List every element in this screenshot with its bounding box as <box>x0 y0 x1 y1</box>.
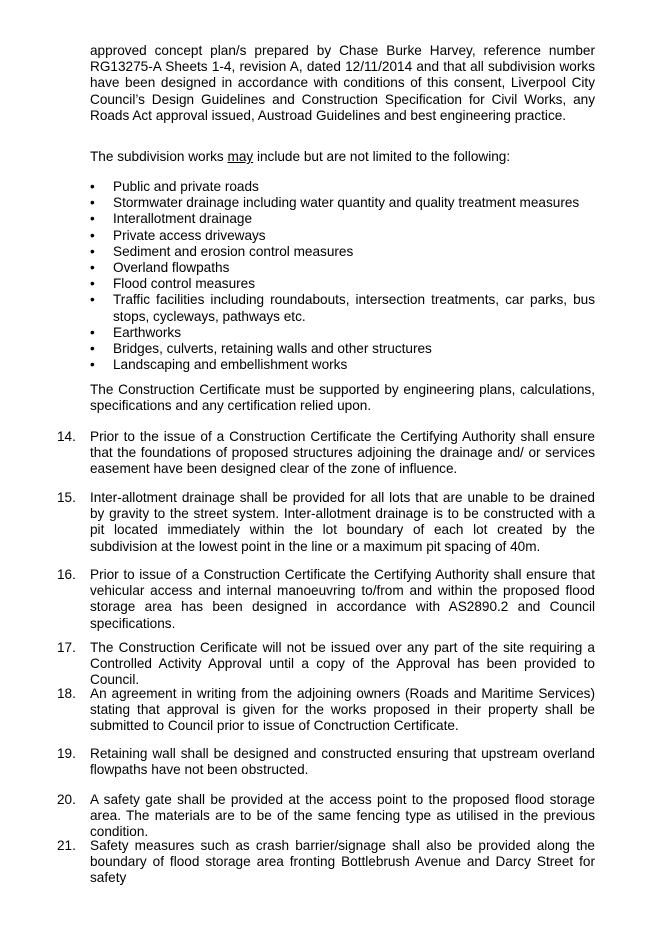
condition-number: 17. <box>57 640 76 655</box>
subdivision-works-list <box>90 179 595 373</box>
list-item <box>90 325 595 341</box>
condition-text: Prior to the issue of a Construction Certificate the Certifying Authority shall ensure that the foundations of proposed structures adjoining the drainage and/ or services easement have been designed clear of the zone of influence. <box>90 429 595 477</box>
list-item <box>90 195 595 211</box>
condition-text: Prior to issue of a Construction Certificate the Certifying Authority shall ensure that vehicular access and internal manoeuvring to/from and within the proposed flood storage area has been designed in accordance with AS2890.2 and Council specifications. <box>90 567 595 631</box>
bullet-icon: • <box>90 243 95 259</box>
lead-text-emphasis: may <box>227 149 254 164</box>
condition-text: A safety gate shall be provided at the access point to the proposed flood storage area. The materials are to be of the same fencing type as utilised in the previous condition. <box>90 792 595 840</box>
bullet-icon: • <box>90 357 95 373</box>
list-item-text: Public and private roads <box>113 179 259 194</box>
condition-text: Inter-allotment drainage shall be provided for all lots that are unable to be drained by gravity to the street system. Inter-allotment drainage is to be constructed with a pit located immediately within the lot boundary of each lot created by the subdivision at the lowest point in the line or a maximum pit spacing of 40m. <box>90 490 595 554</box>
list-item-text: Sediment and erosion control measures <box>113 243 354 259</box>
list-item <box>90 341 595 357</box>
subdivision-works-lead <box>90 149 595 165</box>
list-item-text: Interallotment drainage <box>113 211 253 227</box>
list-item-text: Traffic facilities including roundabouts, intersection treatments, car parks, bus stops, cycleways, pathways etc. <box>113 292 595 324</box>
bullet-icon: • <box>90 211 95 227</box>
construction-certificate-paragraph: The Construction Certificate must be supported by engineering plans, calculations, specifications and any certification relied upon. <box>90 382 595 414</box>
list-item-text: Private access driveways <box>113 227 266 243</box>
list-item-text: Bridges, culverts, retaining walls and other structures <box>113 341 432 357</box>
list-item <box>90 276 595 292</box>
bullet-icon: • <box>90 341 95 357</box>
list-item-text: Landscaping and embellishment works <box>113 357 348 373</box>
condition-number: 14. <box>57 429 76 444</box>
list-item-text: Stormwater drainage including water quantity and quality treatment measures <box>113 195 580 211</box>
bullet-icon: • <box>90 292 95 308</box>
intro-paragraph: approved concept plan/s prepared by Chase Burke Harvey, reference number RG13275-A Sheets 1-4, revision A, dated 12/11/2014 and that all subdivision works have been designed in accordance with conditions of this consent, Liverpool City Council’s Design Guidelines and Construction Specification for Civil Works, any Roads Act approval issued, Austroad Guidelines and best engineering practice. <box>90 43 595 123</box>
list-item <box>90 179 595 195</box>
list-item-text: Overland flowpaths <box>113 260 230 276</box>
bullet-icon: • <box>90 324 95 340</box>
condition-number: 20. <box>57 792 76 807</box>
condition-number: 15. <box>57 490 76 505</box>
condition-number: 21. <box>57 838 76 853</box>
bullet-icon: • <box>90 227 95 243</box>
bullet-icon: • <box>90 276 95 292</box>
condition-text: The Construction Cerificate will not be issued over any part of the site requiring a Controlled Activity Approval until a copy of the Approval has been provided to Council. <box>90 640 595 688</box>
bullet-icon: • <box>90 195 95 211</box>
list-item <box>90 292 595 324</box>
condition-text: An agreement in writing from the adjoining owners (Roads and Maritime Services) stating that approval is given for the works proposed in their property shall be submitted to Council prior to issue of Conctruction Certificate. <box>90 686 595 734</box>
list-item <box>90 260 595 276</box>
list-item <box>90 228 595 244</box>
condition-text: Retaining wall shall be designed and constructed ensuring that upstream overland flowpaths have not been obstructed. <box>90 746 595 778</box>
list-item <box>90 211 595 227</box>
list-item-text: Earthworks <box>113 324 181 340</box>
list-item <box>90 244 595 260</box>
list-item <box>90 357 595 373</box>
lead-text-before: The subdivision works <box>90 149 228 164</box>
condition-number: 16. <box>57 567 76 582</box>
list-item-text: Flood control measures <box>113 276 256 292</box>
condition-number: 19. <box>57 746 76 761</box>
bullet-icon: • <box>90 260 95 276</box>
condition-number: 18. <box>57 686 76 701</box>
bullet-icon: • <box>90 179 95 194</box>
condition-text: Safety measures such as crash barrier/signage shall also be provided along the boundary of flood storage area fronting Bottlebrush Avenue and Darcy Street for safety <box>90 838 595 886</box>
lead-text-after: include but are not limited to the following: <box>253 149 511 164</box>
